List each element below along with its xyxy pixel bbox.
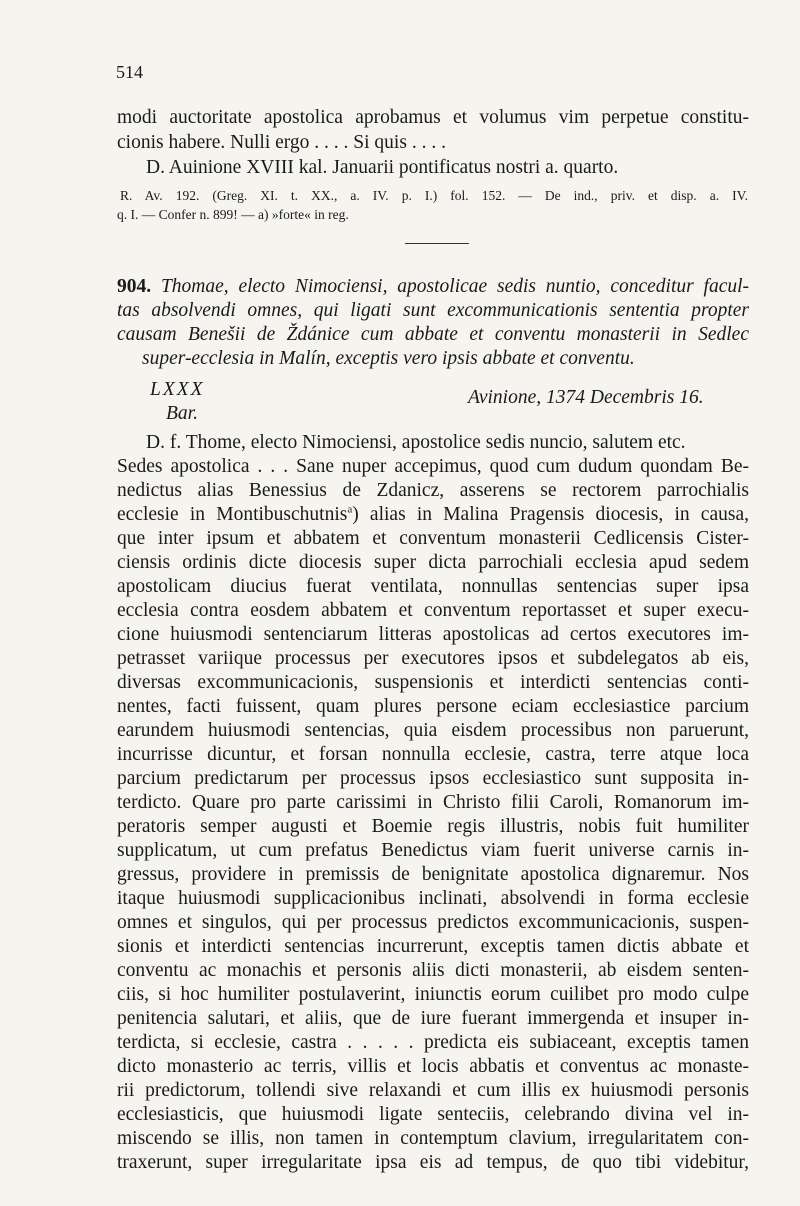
prev-note-line: q. I. — Confer n. 899! — a) »forte« in reg.	[117, 207, 349, 222]
summary-line: causam Benešii de Ždánice cum abbate et conventu monasterii in Sedlec	[117, 324, 749, 345]
body-line: nedictus alias Benessius de Zdanicz, asserens se rectorem parrochialis	[117, 480, 749, 501]
summary-line: super-ecclesia in Malín, exceptis vero ipsis abbate et conventu.	[142, 348, 635, 369]
body-line: Sedes apostolica . . . Sane nuper accepimus, quod cum dudum quondam Be-	[117, 456, 749, 477]
body-line: apostolicam diucius fuerat ventilata, nonnullas sentencias super ipsa	[117, 576, 749, 597]
place-date: Avinione, 1374 Decembris 16.	[468, 387, 704, 408]
body-line: supplicatum, ut cum prefatus Benedictus viam fuerit universe carnis in-	[117, 840, 749, 861]
page-number: 514	[116, 62, 143, 82]
register-numeral: LXXX	[150, 379, 205, 400]
body-line: omnes et singulos, qui per processus predictos excommunicacionis, suspen-	[117, 912, 749, 933]
body-line: ciensis ordinis dicte diocesis super dicta parrochiali ecclesia apud sedem	[117, 552, 749, 573]
body-line: parcium predictarum per processus ipsos ecclesiastico sunt supposita in-	[117, 768, 749, 789]
body-line: dicto monasterio ac terris, villis et locis abbatis et conventus ac monaste-	[117, 1056, 749, 1077]
prev-dating-line: D. Auinione XVIII kal. Januarii pontificatus nostri a. quarto.	[146, 157, 619, 178]
body-line: diversas excommunicacionis, suspensionis et interdicti sentencias conti-	[117, 672, 749, 693]
prev-note-line: R. Av. 192. (Greg. XI. t. XX., a. IV. p. I.) fol. 152. — De ind., priv. et disp. a. IV.	[120, 188, 748, 203]
body-line: traxerunt, super irregularitate ipsa eis ad tempus, de quo tibi videbitur,	[117, 1152, 749, 1173]
body-line: earundem huiusmodi sentencias, quia eisdem processibus non paruerunt,	[117, 720, 749, 741]
body-line-start: ecclesie in Montibuschutnis	[117, 504, 348, 525]
body-line	[117, 503, 749, 527]
summary-line: tas absolvendi omnes, qui ligati sunt excommunicationis sententia propter	[117, 300, 749, 321]
body-line: terdicto. Quare pro parte carissimi in Christo filii Caroli, Romanorum im-	[117, 792, 749, 813]
body-line: ecclesia contra eosdem abbatem et conventum reportasset et super execu-	[117, 600, 749, 621]
body-line: petrasset variique processus per executores ipsos et subdelegatos ab eis,	[117, 648, 749, 669]
body-line: conventu ac monachis et personis aliis dicti monasterii, ab eisdem senten-	[117, 960, 749, 981]
footnote-marker: a	[347, 503, 353, 516]
body-line: penitencia salutari, et aliis, que de iure fuerant immergenda et insuper in-	[117, 1008, 749, 1029]
body-line: terdicta, si ecclesie, castra . . . . . predicta eis subiaceant, exceptis tamen	[117, 1032, 749, 1053]
scribe-signature: Bar.	[166, 403, 198, 424]
body-line: itaque huiusmodi supplicacionibus inclinati, absolvendi in forma ecclesie	[117, 888, 749, 909]
body-line: cione huiusmodi sentenciarum litteras apostolicas ad certos executores im-	[117, 624, 749, 645]
body-line: peratoris semper augusti et Boemie regis illustris, nobis fuit humiliter	[117, 816, 749, 837]
body-line: D. f. Thome, electo Nimociensi, apostolice sedis nuncio, salutem etc.	[146, 432, 686, 453]
summary-text: Thomae, electo Nimociensi, apostolicae sedis nuntio, conceditur facul-	[160, 276, 750, 297]
body-line: ecclesiasticis, que huiusmodi ligate senteciis, celebrando divina vel in-	[117, 1104, 749, 1125]
prev-text-line: cionis habere. Nulli ergo . . . . Si quis . . . .	[117, 132, 446, 153]
prev-text-line: modi auctoritate apostolica aprobamus et volumus vim perpetue constitu-	[117, 107, 749, 128]
section-divider	[405, 243, 469, 244]
document-number: 904.	[117, 276, 152, 297]
body-line: miscendo se illis, non tamen in contemptum clavium, irregularitatem con-	[117, 1128, 749, 1149]
body-line-end: ) alias in Malina Pragensis diocesis, in causa,	[352, 504, 749, 525]
summary-line	[117, 275, 749, 299]
body-line: gressus, providere in premissis de benignitate apostolica dignaremur. Nos	[117, 864, 749, 885]
body-line: ciis, si hoc humiliter postulaverint, iniunctis eorum cuilibet pro modo culpe	[117, 984, 749, 1005]
body-line: nentes, facti fuissent, quam plures persone eciam ecclesiastice parcium	[117, 696, 749, 717]
body-line: sionis et interdicti sentencias incurrerunt, exceptis tamen dictis abbate et	[117, 936, 749, 957]
body-line: que inter ipsum et abbatem et conventum monasterii Cedlicensis Cister-	[117, 528, 749, 549]
body-line: rii predictorum, tollendi sive relaxandi et cum illis ex huiusmodi personis	[117, 1080, 749, 1101]
body-line: incurrisse dicuntur, et forsan nonnulla ecclesie, castra, terre atque loca	[117, 744, 749, 765]
